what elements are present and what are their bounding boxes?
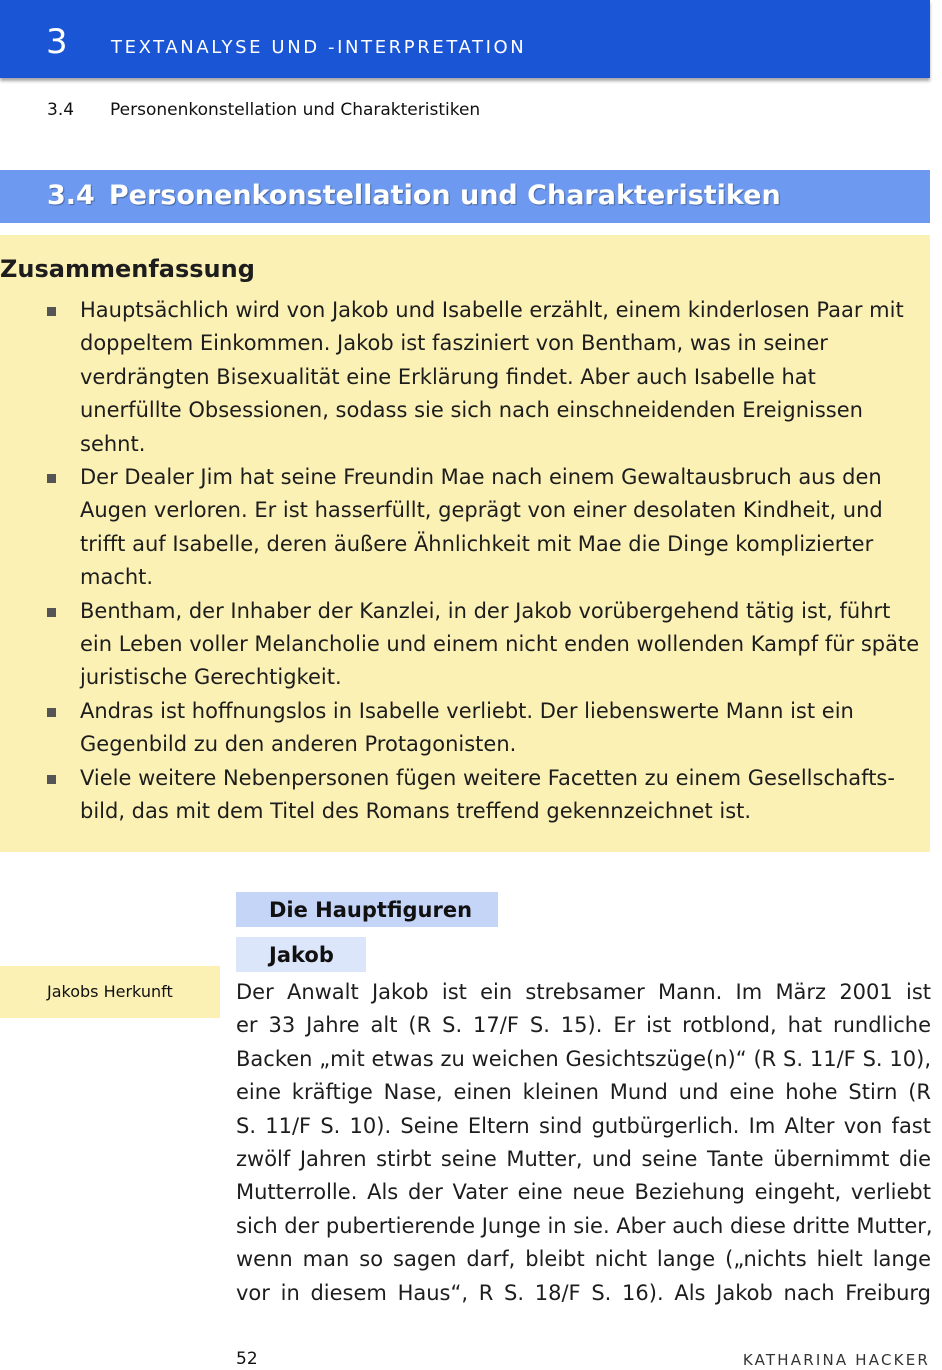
chapter-number: 3 (46, 22, 68, 62)
main-figures-heading-box (236, 892, 498, 927)
body-line: eine kräftige Nase, einen kleinen Mund und eine hohe Stirn (R (236, 1080, 931, 1105)
summary-item (47, 762, 922, 829)
character-heading: Jakob (269, 943, 334, 967)
bullet-square-icon (47, 608, 56, 617)
body-line: Mutterrolle. Als der Vater eine neue Beziehung eingeht, verliebt (236, 1180, 931, 1205)
summary-item (47, 461, 922, 595)
chapter-header-bar (0, 0, 930, 78)
summary-item (47, 695, 922, 762)
bullet-square-icon (47, 708, 56, 717)
section-title (47, 179, 781, 213)
body-line: S. 11/F S. 10). Seine Eltern sind gutbürgerlich. Im Alter von fast (236, 1113, 931, 1138)
body-line: wenn man so sagen darf, bleibt nicht lange („nichts hielt lange (236, 1247, 931, 1272)
margin-note: Jakobs Herkunft (47, 982, 173, 1001)
summary-item-text: Bentham, der Inhaber der Kanzlei, in der Jakob vorübergehend tätig ist, führt ein Leben voller Melancholie und einem nicht enden wollenden Kampf für späte juristische Gerechtigkeit. (80, 598, 920, 690)
summary-heading: Zusammenfassung (0, 254, 255, 283)
summary-item (47, 595, 922, 695)
bullet-square-icon (47, 775, 56, 784)
summary-item-text: Hauptsächlich wird von Jakob und Isabelle erzählt, einem kinderlosen Paar mit doppeltem Einkommen. Jakob ist fasziniert von Bentham, was in seiner verdrängten Bisexualität eine Erklärung findet. Aber auch Isabelle hat unerfüllte Obsessionen, sodass sie sich nach einschneidenden Ereignissen sehnt. (80, 298, 904, 456)
bullet-square-icon (47, 474, 56, 483)
chapter-title: TEXTANALYSE UND -INTERPRETATION (111, 37, 527, 58)
summary-item (47, 294, 922, 461)
bullet-square-icon (47, 307, 56, 316)
body-paragraph (236, 976, 931, 1310)
footer-author: KATHARINA HACKER (742, 1351, 930, 1369)
body-line: sich der pubertierende Junge in sie. Aber auch diese dritte Mutter, (236, 1213, 933, 1238)
body-line: zwölf Jahren stirbt seine Mutter, und seine Tante übernimmt die (236, 1147, 931, 1172)
section-title-bar (0, 170, 930, 223)
body-line: vor in diesem Haus“, R S. 18/F S. 16). Als Jakob nach Freiburg (236, 1280, 931, 1305)
summary-item-text: Viele weitere Nebenpersonen fügen weitere Facetten zu einem Gesellschafts-bild, das mit dem Titel des Romans treffend gekennzeichnet ist. (80, 765, 895, 824)
running-head-title: Personenkonstellation und Charakteristiken (110, 100, 481, 120)
summary-list (47, 294, 922, 829)
main-figures-heading: Die Hauptfiguren (269, 898, 473, 922)
body-line: Backen „mit etwas zu weichen Gesichtszüge(n)“ (R S. 11/F S. 10), (236, 1046, 931, 1071)
section-number: 3.4 (47, 180, 95, 211)
margin-note-box (0, 966, 220, 1018)
page-number: 52 (236, 1349, 258, 1369)
running-head (47, 98, 480, 122)
character-heading-box (236, 937, 366, 972)
section-title-text: Personenkonstellation und Charakteristiken (108, 180, 781, 211)
body-line: er 33 Jahre alt (R S. 17/F S. 15). Er ist rotblond, hat rundliche (236, 1013, 931, 1038)
running-head-number: 3.4 (47, 100, 75, 120)
summary-item-text: Der Dealer Jim hat seine Freundin Mae nach einem Gewaltausbruch aus den Augen verloren. Er ist hasserfüllt, geprägt von einer desolaten Kindheit, und trifft auf Isabelle, deren äußere Ähnlichkeit mit Mae die Dinge komplizierter macht. (80, 465, 883, 590)
body-line: Der Anwalt Jakob ist ein strebsamer Mann. Im März 2001 ist (236, 980, 931, 1004)
summary-item-text: Andras ist hoffnungslos in Isabelle verliebt. Der liebenswerte Mann ist ein Gegenbild zu den anderen Protagonisten. (80, 698, 854, 757)
